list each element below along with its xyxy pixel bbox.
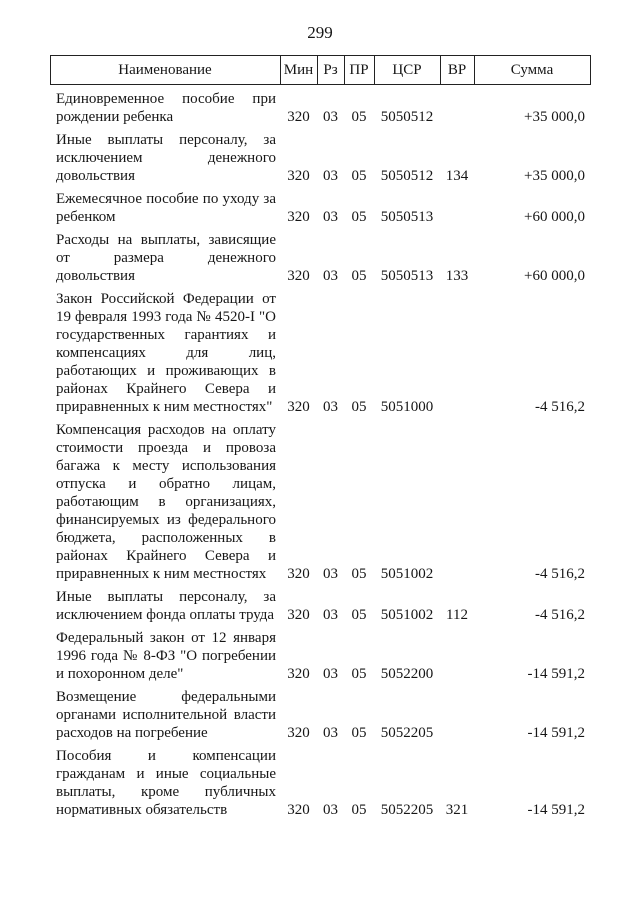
cell-name: Закон Российской Федерации от 19 февраля 1993 года № 4520-I "О государственных гарантиях и компенсациях для лиц, работающих и проживающих в районах Крайнего Севера и приравненных к ним местностях" <box>56 291 276 415</box>
cell-pr: 05 <box>351 802 367 818</box>
column-header-rz: Рз <box>317 56 344 85</box>
table-row <box>50 583 590 624</box>
table-row <box>50 742 590 819</box>
cell-min: 320 <box>287 209 310 225</box>
table-row <box>50 624 590 683</box>
cell-csr: 5051002 <box>380 607 434 623</box>
column-header-vr: ВР <box>440 56 474 85</box>
cell-sum: -14 591,2 <box>527 802 585 818</box>
cell-name: Федеральный закон от 12 января 1996 года № 8-ФЗ "О погребении и похоронном деле" <box>56 630 276 682</box>
cell-pr: 05 <box>351 566 367 582</box>
cell-vr <box>440 285 474 416</box>
column-header-csr: ЦСР <box>374 56 440 85</box>
cell-sum: +60 000,0 <box>524 209 585 225</box>
cell-name: Единовременное пособие при рождении ребенка <box>56 91 276 125</box>
cell-sum: -4 516,2 <box>535 399 585 415</box>
column-header-sum: Сумма <box>474 56 590 85</box>
cell-vr <box>440 185 474 226</box>
table-row <box>50 416 590 583</box>
cell-rz: 03 <box>323 607 338 623</box>
cell-sum: -4 516,2 <box>535 566 585 582</box>
cell-csr: 5050513 <box>380 268 434 284</box>
table-row <box>50 85 590 127</box>
cell-rz: 03 <box>323 168 338 184</box>
cell-name: Возмещение федеральными органами исполнительной власти расходов на погребение <box>56 689 276 741</box>
cell-vr: 112 <box>446 607 468 623</box>
table-row <box>50 226 590 285</box>
cell-csr: 5051002 <box>380 566 434 582</box>
cell-vr: 321 <box>445 802 469 818</box>
cell-pr: 05 <box>351 109 367 125</box>
cell-min: 320 <box>287 268 310 284</box>
cell-min: 320 <box>287 566 310 582</box>
table-row <box>50 285 590 416</box>
cell-min: 320 <box>287 802 310 818</box>
table-row <box>50 126 590 185</box>
cell-sum: -4 516,2 <box>535 607 585 623</box>
table-header-row <box>50 56 590 85</box>
cell-pr: 05 <box>351 607 367 623</box>
cell-min: 320 <box>287 666 310 682</box>
cell-name: Пособия и компенсации гражданам и иные социальные выплаты, кроме публичных нормативных обязательств <box>56 748 276 818</box>
cell-rz: 03 <box>323 666 338 682</box>
cell-csr: 5052205 <box>380 802 434 818</box>
cell-vr <box>440 683 474 742</box>
cell-csr: 5052200 <box>380 666 434 682</box>
cell-rz: 03 <box>323 802 338 818</box>
cell-rz: 03 <box>323 109 338 125</box>
table-row <box>50 683 590 742</box>
cell-csr: 5050513 <box>380 209 434 225</box>
cell-sum: +60 000,0 <box>524 268 585 284</box>
cell-rz: 03 <box>323 209 338 225</box>
cell-sum: -14 591,2 <box>527 666 585 682</box>
cell-min: 320 <box>287 725 310 741</box>
cell-sum: -14 591,2 <box>527 725 585 741</box>
cell-csr: 5050512 <box>380 168 434 184</box>
cell-rz: 03 <box>323 566 338 582</box>
cell-name: Иные выплаты персоналу, за исключением фонда оплаты труда <box>56 589 276 623</box>
budget-table <box>50 55 591 819</box>
cell-min: 320 <box>287 607 310 623</box>
cell-sum: +35 000,0 <box>524 168 585 184</box>
cell-name: Ежемесячное пособие по уходу за ребенком <box>56 191 276 225</box>
cell-rz: 03 <box>323 268 338 284</box>
cell-pr: 05 <box>351 209 367 225</box>
cell-rz: 03 <box>323 399 338 415</box>
cell-min: 320 <box>287 168 310 184</box>
cell-pr: 05 <box>351 725 367 741</box>
cell-vr <box>440 85 474 127</box>
table-row <box>50 185 590 226</box>
column-header-name: Наименование <box>50 56 280 85</box>
cell-sum: +35 000,0 <box>524 109 585 125</box>
cell-pr: 05 <box>351 168 367 184</box>
cell-name: Расходы на выплаты, зависящие от размера денежного довольствия <box>56 232 276 284</box>
cell-vr <box>440 624 474 683</box>
cell-csr: 5051000 <box>380 399 434 415</box>
cell-csr: 5050512 <box>380 109 434 125</box>
column-header-pr: ПР <box>344 56 374 85</box>
page-number: 299 <box>307 23 333 42</box>
cell-pr: 05 <box>351 666 367 682</box>
column-header-min: Мин <box>280 56 317 85</box>
cell-name: Компенсация расходов на оплату стоимости проезда и провоза багажа к месту использования отпуска и обратно лицам, работающим в организациях, финансируемых из федерального бюджета, расположенных в районах Крайнего Севера и приравненных к ним местностях <box>56 422 276 582</box>
cell-pr: 05 <box>351 399 367 415</box>
cell-min: 320 <box>287 109 310 125</box>
cell-vr: 134 <box>445 168 469 184</box>
cell-vr: 133 <box>445 268 469 284</box>
cell-csr: 5052205 <box>380 725 434 741</box>
cell-pr: 05 <box>351 268 367 284</box>
cell-name: Иные выплаты персоналу, за исключением денежного довольствия <box>56 132 276 184</box>
cell-rz: 03 <box>323 725 338 741</box>
cell-min: 320 <box>287 399 310 415</box>
cell-vr <box>440 416 474 583</box>
